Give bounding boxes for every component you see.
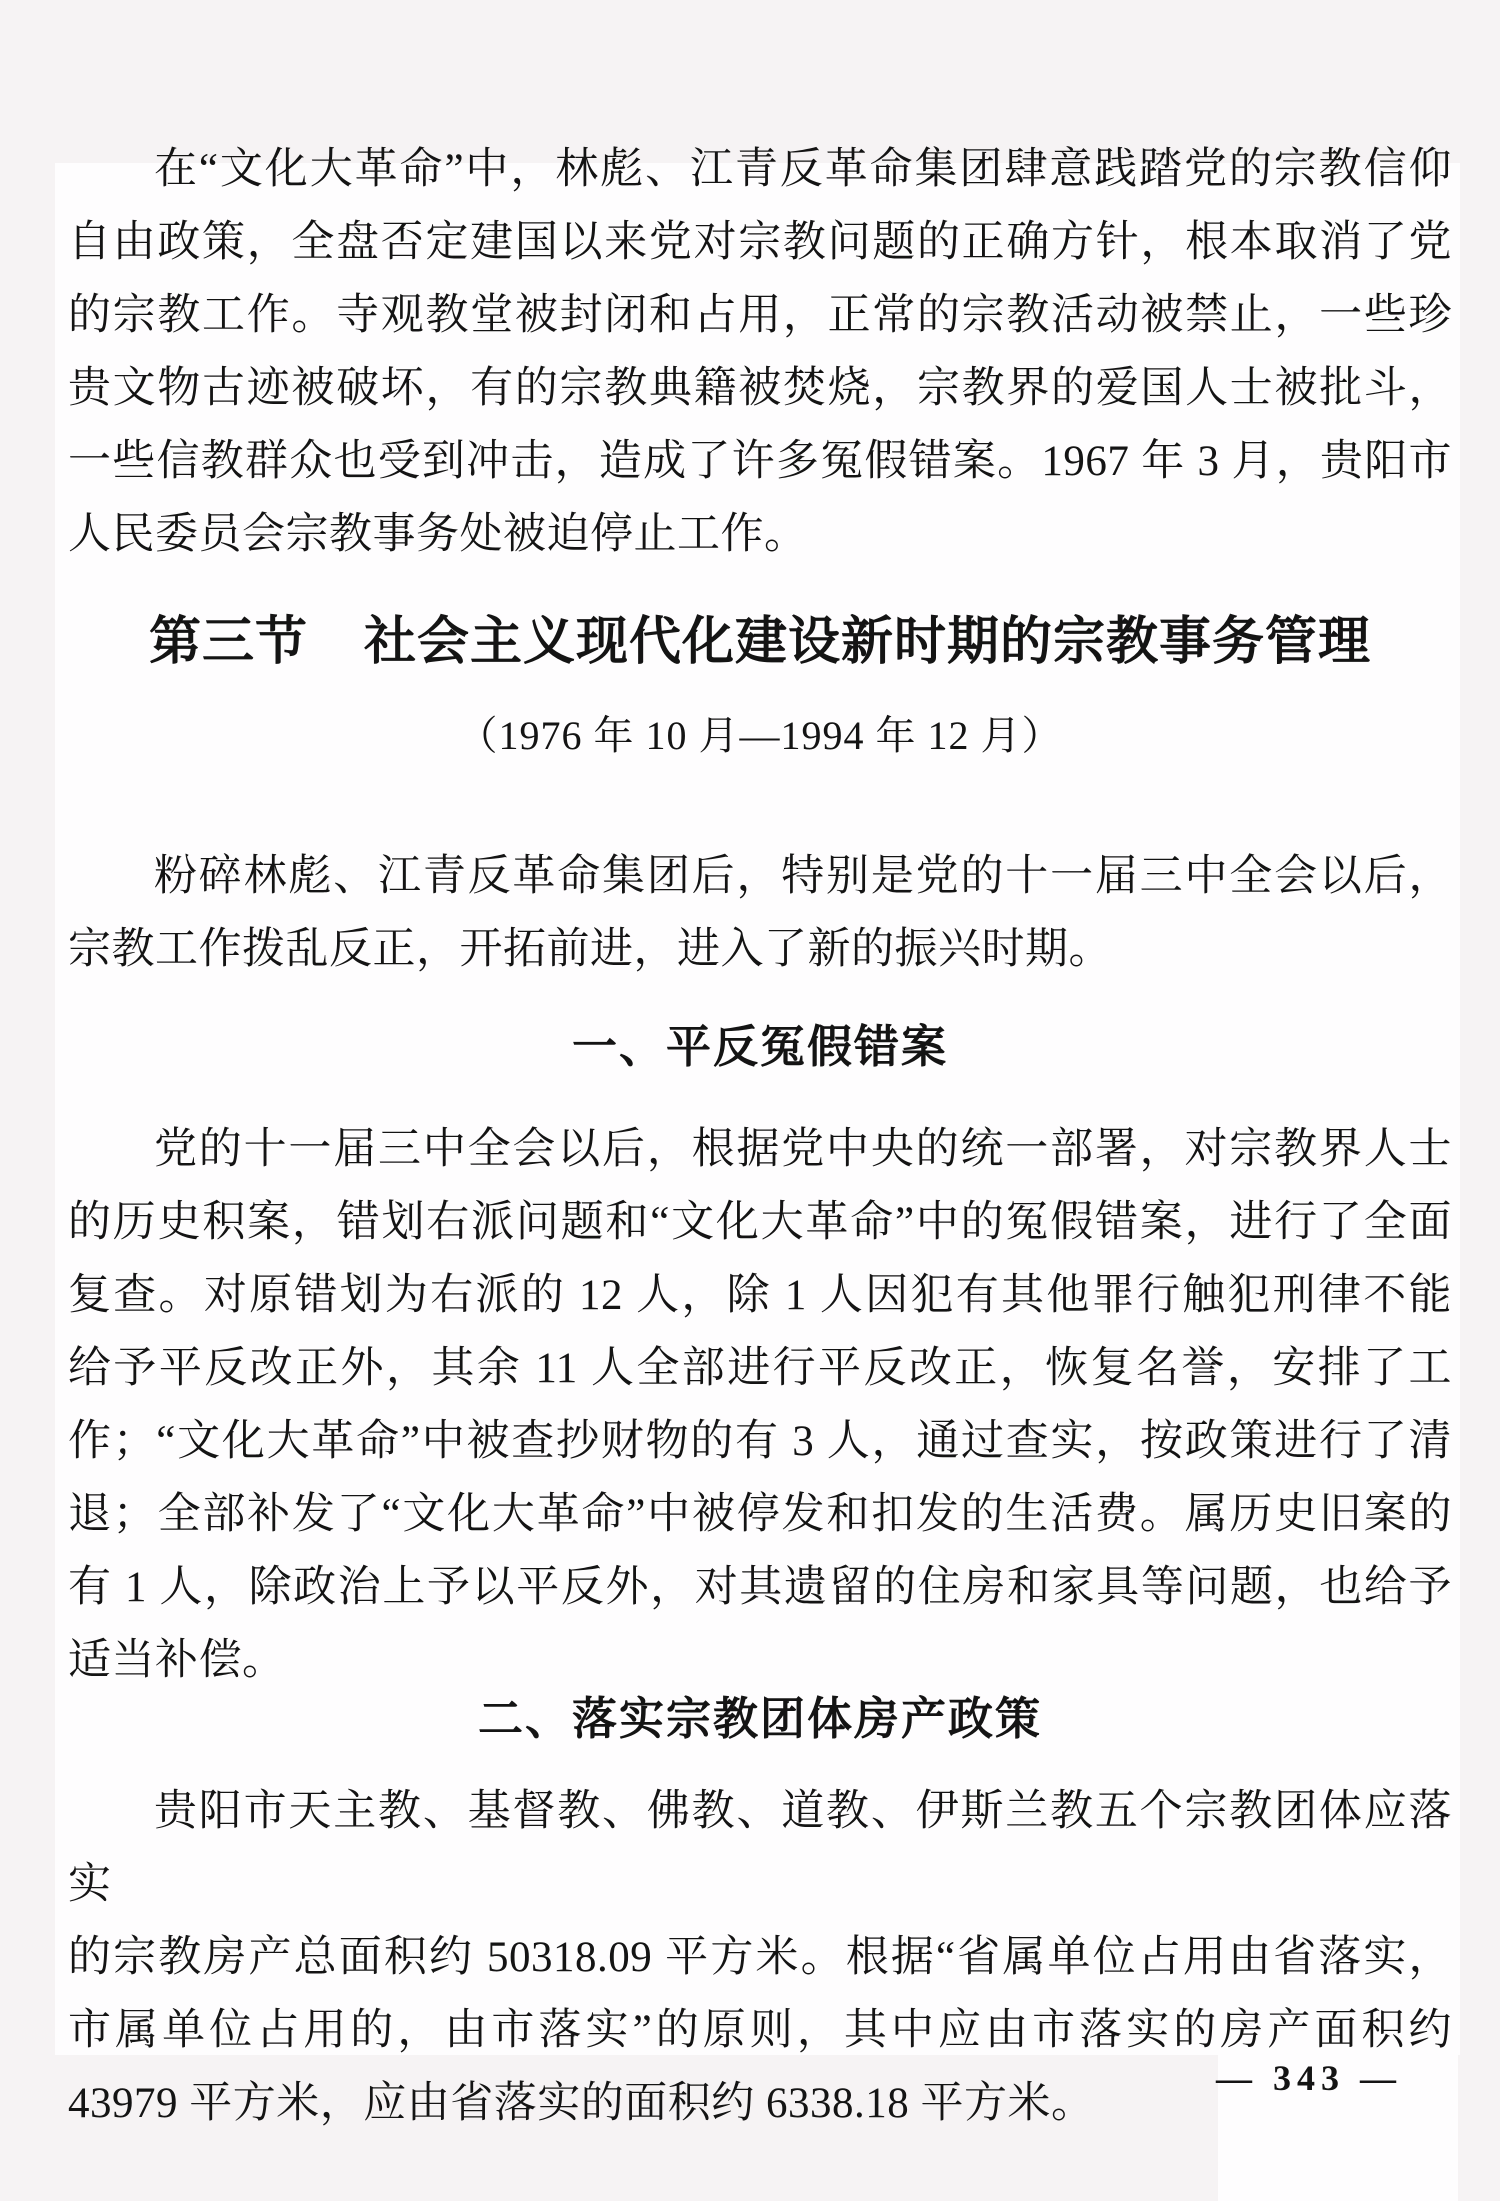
text-line: 给予平反改正外，其余 11 人全部进行平反改正，恢复名誉，安排了工	[68, 1345, 1452, 1392]
section-date-range: （1976 年 10 月—1994 年 12 月）	[457, 713, 1063, 758]
text-line: 退；全部补发了“文化大革命”中被停发和扣发的生活费。属历史旧案的	[68, 1491, 1452, 1538]
text-line: 在“文化大革命”中，林彪、江青反革命集团肆意践踏党的宗教信仰	[154, 146, 1452, 193]
subsection-2-heading: 二、落实宗教团体房产政策	[477, 1693, 1042, 1744]
text-line: 市属单位占用的，由市落实”的原则，其中应由市落实的房产面积约	[68, 2007, 1452, 2054]
text-line: 一些信教群众也受到冲击，造成了许多冤假错案。1967 年 3 月，贵阳市	[68, 438, 1452, 485]
text-line: 的宗教工作。寺观教堂被封闭和占用，正常的宗教活动被禁止，一些珍	[68, 292, 1452, 339]
text-line: 党的十一届三中全会以后，根据党中央的统一部署，对宗教界人士	[154, 1126, 1452, 1173]
text-line: 作；“文化大革命”中被查抄财物的有 3 人，通过查实，按政策进行了清	[68, 1418, 1452, 1465]
text-line: 贵文物古迹被破坏，有的宗教典籍被焚烧，宗教界的爱国人士被批斗，	[68, 365, 1452, 412]
page-number: — 343 —	[1216, 2058, 1402, 2098]
text-line: 宗教工作拨乱反正，开拓前进，进入了新的振兴时期。	[68, 926, 1112, 973]
text-line: 自由政策，全盘否定建国以来党对宗教问题的正确方针，根本取消了党	[68, 219, 1452, 266]
section-number: 第三节	[148, 613, 308, 671]
subsection-1-paragraph	[68, 1113, 1452, 1697]
text-line: 适当补偿。	[68, 1637, 286, 1684]
section-title: 社会主义现代化建设新时期的宗教事务管理	[364, 613, 1372, 671]
body-paragraph-2	[68, 840, 1452, 986]
text-line: 贵阳市天主教、基督教、佛教、道教、伊斯兰教五个宗教团体应落实	[68, 1788, 1452, 1908]
subsection-1-heading: 一、平反冤假错案	[571, 1021, 948, 1072]
text-line: 粉碎林彪、江青反革命集团后，特别是党的十一届三中全会以后，	[154, 853, 1452, 900]
text-line: 复查。对原错划为右派的 12 人，除 1 人因犯有其他罪行触犯刑律不能	[68, 1272, 1452, 1319]
section-heading	[68, 606, 1452, 678]
text-line: 的历史积案，错划右派问题和“文化大革命”中的冤假错案，进行了全面	[68, 1199, 1452, 1246]
text-line: 人民委员会宗教事务处被迫停止工作。	[68, 511, 808, 558]
text-line: 43979 平方米，应由省落实的面积约 6338.18 平方米。	[68, 2080, 1095, 2127]
text-line: 有 1 人，除政治上予以平反外，对其遗留的住房和家具等问题，也给予	[68, 1564, 1452, 1611]
body-paragraph-1	[68, 133, 1452, 571]
text-line: 的宗教房产总面积约 50318.09 平方米。根据“省属单位占用由省落实，	[68, 1934, 1452, 1981]
